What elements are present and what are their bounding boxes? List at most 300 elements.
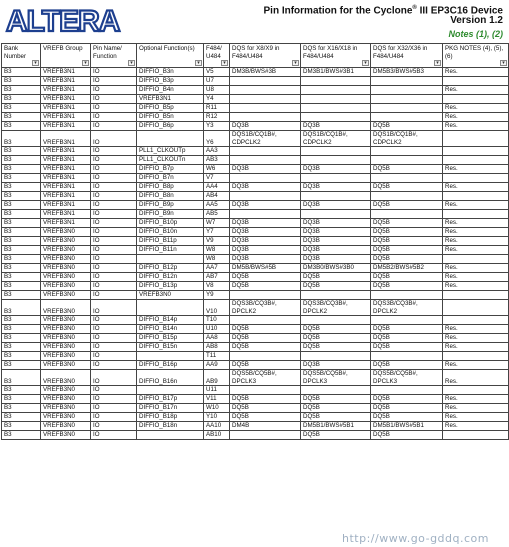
table-cell: VREFB3N0 [41, 264, 91, 273]
table-cell: Res. [443, 104, 509, 113]
table-cell: DIFFIO_B18n [137, 422, 204, 431]
table-cell: VREFB3N1 [41, 104, 91, 113]
table-cell: DQ5B [230, 273, 301, 282]
table-cell [371, 104, 443, 113]
table-cell: DQS1B/CQ1B#, CDPCLK2 [230, 131, 301, 147]
table-cell: IO [91, 86, 137, 95]
table-cell: VREFB3N0 [41, 431, 91, 440]
table-cell [137, 131, 204, 147]
table-cell: IO [91, 386, 137, 395]
column-header [137, 44, 204, 68]
table-cell: IO [91, 183, 137, 192]
table-cell: DM3B1/BWS#3B1 [301, 68, 371, 77]
table-cell: DIFFIO_B14p [137, 316, 204, 325]
table-cell: Res. [443, 370, 509, 386]
table-cell: B3 [2, 192, 41, 201]
table-cell: DIFFIO_B17n [137, 404, 204, 413]
table-cell: VREFB3N0 [41, 300, 91, 316]
table-cell: VREFB3N0 [41, 237, 91, 246]
table-cell: IO [91, 104, 137, 113]
column-header [2, 44, 41, 68]
table-cell: W8 [204, 246, 230, 255]
table-cell: DQ3B [230, 201, 301, 210]
table-row [2, 273, 509, 282]
table-cell: B3 [2, 156, 41, 165]
table-cell: B3 [2, 86, 41, 95]
table-cell: DQ3B [230, 255, 301, 264]
table-cell: DQ5B [301, 273, 371, 282]
table-cell: B3 [2, 431, 41, 440]
table-cell: DQ3B [301, 361, 371, 370]
table-cell [230, 77, 301, 86]
table-cell: DIFFIO_B4n [137, 86, 204, 95]
table-cell [443, 192, 509, 201]
filter-dropdown-icon[interactable]: ▾ [128, 60, 135, 66]
table-cell: DQ5B [301, 413, 371, 422]
table-cell [371, 386, 443, 395]
table-cell: DIFFIO_B15n [137, 343, 204, 352]
table-cell: DQS5B/CQ5B#, DPCLK3 [230, 370, 301, 386]
table-cell: VREFB3N1 [41, 147, 91, 156]
table-cell [230, 431, 301, 440]
table-cell: VREFB3N1 [41, 201, 91, 210]
table-cell: AB3 [204, 156, 230, 165]
svg-text:ALTERA: ALTERA [6, 5, 120, 37]
table-cell: VREFB3N0 [41, 282, 91, 291]
table-cell [301, 77, 371, 86]
table-row [2, 156, 509, 165]
filter-dropdown-icon[interactable]: ▾ [82, 60, 89, 66]
table-row [2, 201, 509, 210]
table-cell [443, 431, 509, 440]
table-cell: IO [91, 413, 137, 422]
table-cell: B3 [2, 361, 41, 370]
table-row [2, 246, 509, 255]
version-label: Version 1.2 [450, 15, 503, 26]
table-cell: B3 [2, 246, 41, 255]
table-body [2, 68, 509, 440]
table-cell [230, 291, 301, 300]
table-cell: DIFFIO_B16p [137, 361, 204, 370]
table-cell: B3 [2, 77, 41, 86]
table-row [2, 131, 509, 147]
column-header [371, 44, 443, 68]
table-cell: B3 [2, 291, 41, 300]
table-cell [230, 156, 301, 165]
column-header-label: Optional Function(s) [139, 45, 195, 52]
table-cell [301, 113, 371, 122]
table-cell: W10 [204, 404, 230, 413]
watermark: http://www.go-gddq.com [342, 532, 489, 545]
table-cell: DQ3B [230, 183, 301, 192]
table-cell: VREFB3N0 [41, 343, 91, 352]
table-cell: B3 [2, 413, 41, 422]
table-cell: B3 [2, 104, 41, 113]
table-cell: Res. [443, 404, 509, 413]
table-cell: V5 [204, 68, 230, 77]
column-header [443, 44, 509, 68]
table-cell: Res. [443, 237, 509, 246]
table-cell [301, 291, 371, 300]
table-cell: Res. [443, 183, 509, 192]
table-cell: Res. [443, 165, 509, 174]
table-cell: VREFB3N1 [41, 131, 91, 147]
table-cell: B3 [2, 147, 41, 156]
table-cell: AA10 [204, 422, 230, 431]
table-cell: IO [91, 219, 137, 228]
table-row [2, 334, 509, 343]
table-cell: DQ5B [230, 404, 301, 413]
table-cell: VREFB3N0 [41, 316, 91, 325]
table-row [2, 77, 509, 86]
table-row [2, 255, 509, 264]
table-cell: DQ5B [230, 343, 301, 352]
filter-dropdown-icon[interactable]: ▾ [221, 60, 228, 66]
table-cell: B3 [2, 68, 41, 77]
table-cell [443, 300, 509, 316]
table-cell: IO [91, 156, 137, 165]
altera-logo [4, 3, 132, 37]
table-cell: DQ3B [301, 165, 371, 174]
table-row [2, 165, 509, 174]
table-cell: DQ3B [301, 201, 371, 210]
table-cell: DQ5B [371, 282, 443, 291]
table-cell: IO [91, 131, 137, 147]
table-cell [137, 352, 204, 361]
table-cell: AA5 [204, 201, 230, 210]
table-cell: B3 [2, 95, 41, 104]
table-cell [301, 147, 371, 156]
table-cell: VREFB3N0 [41, 361, 91, 370]
table-cell: B3 [2, 395, 41, 404]
table-cell: VREFB3N1 [41, 219, 91, 228]
table-cell [230, 95, 301, 104]
table-cell: DQS3B/CQ3B#, DPCLK2 [371, 300, 443, 316]
table-cell [371, 192, 443, 201]
table-cell: DM5B1/BWS#5B1 [371, 422, 443, 431]
table-cell: VREFB3N0 [41, 370, 91, 386]
table-cell: DQ5B [371, 413, 443, 422]
table-cell: Res. [443, 228, 509, 237]
column-header-label: VREFB Group [43, 45, 83, 52]
table-cell [443, 77, 509, 86]
table-row [2, 104, 509, 113]
table-row [2, 174, 509, 183]
table-cell: AB10 [204, 431, 230, 440]
table-cell [371, 352, 443, 361]
page-title: Pin Information for the Cyclone® III EP3C16 Device [263, 5, 503, 17]
table-row [2, 113, 509, 122]
table-cell: Res. [443, 246, 509, 255]
table-cell: IO [91, 147, 137, 156]
table-cell: B3 [2, 325, 41, 334]
table-cell: B3 [2, 300, 41, 316]
column-header [91, 44, 137, 68]
table-cell: VREFB3N0 [41, 334, 91, 343]
filter-dropdown-icon[interactable]: ▾ [32, 60, 39, 66]
table-cell: DM5B/BWS#5B [230, 264, 301, 273]
page-header [0, 0, 509, 44]
table-row [2, 210, 509, 219]
table-row [2, 68, 509, 77]
filter-dropdown-icon[interactable]: ▾ [195, 60, 202, 66]
table-cell: V8 [204, 282, 230, 291]
table-cell: AB9 [204, 370, 230, 386]
table-cell: B3 [2, 404, 41, 413]
table-row [2, 413, 509, 422]
table-cell: Y9 [204, 291, 230, 300]
table-cell: B3 [2, 422, 41, 431]
table-cell: DIFFIO_B16n [137, 370, 204, 386]
table-cell: DIFFIO_B14n [137, 325, 204, 334]
table-cell: VREFB3N0 [41, 422, 91, 431]
table-cell: IO [91, 395, 137, 404]
table-cell: VREFB3N0 [41, 386, 91, 395]
table-cell: DQ5B [371, 431, 443, 440]
table-cell: Res. [443, 395, 509, 404]
table-cell: V11 [204, 395, 230, 404]
column-header-label: PKG NOTES (4), (5), (6) [445, 45, 504, 60]
table-cell: VREFB3N0 [41, 228, 91, 237]
table-cell: Res. [443, 86, 509, 95]
table-cell: VREFB3N0 [41, 246, 91, 255]
table-cell: IO [91, 291, 137, 300]
notes-link[interactable]: Notes (1), (2) [448, 29, 503, 39]
table-cell: B3 [2, 282, 41, 291]
table-cell: IO [91, 228, 137, 237]
table-cell: R11 [204, 104, 230, 113]
table-cell: VREFB3N1 [41, 68, 91, 77]
table-cell: DQ3B [301, 237, 371, 246]
table-cell: V9 [204, 237, 230, 246]
table-cell: B3 [2, 370, 41, 386]
table-cell: DQ5B [371, 273, 443, 282]
table-cell: DIFFIO_B9n [137, 210, 204, 219]
table-header-row [2, 44, 509, 68]
table-cell [443, 147, 509, 156]
table-cell: IO [91, 246, 137, 255]
table-cell: IO [91, 343, 137, 352]
pin-table [1, 43, 509, 440]
table-cell: DQ5B [301, 334, 371, 343]
table-cell: DM5B3/BWS#5B3 [371, 68, 443, 77]
table-cell: Res. [443, 113, 509, 122]
table-row [2, 431, 509, 440]
table-cell: DQS3B/CQ3B#, DPCLK2 [230, 300, 301, 316]
table-cell: VREFB3N0 [41, 395, 91, 404]
table-cell: DQ3B [301, 183, 371, 192]
table-cell: AA7 [204, 264, 230, 273]
table-cell: VREFB3N0 [41, 404, 91, 413]
table-cell [230, 210, 301, 219]
table-cell: IO [91, 282, 137, 291]
filter-dropdown-icon[interactable]: ▾ [362, 60, 369, 66]
table-cell: DQ3B [301, 255, 371, 264]
table-cell [301, 104, 371, 113]
table-row [2, 300, 509, 316]
table-cell: DQS5B/CQ5B#, DPCLK3 [371, 370, 443, 386]
table-cell: Y4 [204, 95, 230, 104]
table-cell: VREFB3N1 [41, 122, 91, 131]
table-cell: IO [91, 370, 137, 386]
table-cell: DQ5B [301, 404, 371, 413]
table-cell: U11 [204, 386, 230, 395]
table-cell: DIFFIO_B15p [137, 334, 204, 343]
table-row [2, 122, 509, 131]
table-cell [301, 174, 371, 183]
table-cell: DM5B1/BWS#5B1 [301, 422, 371, 431]
table-cell: DQ5B [371, 334, 443, 343]
table-cell: DIFFIO_B9p [137, 201, 204, 210]
table-cell: B3 [2, 201, 41, 210]
table-cell: DQ3B [230, 219, 301, 228]
table-cell [371, 113, 443, 122]
table-cell: Res. [443, 325, 509, 334]
table-cell: Res. [443, 282, 509, 291]
table-cell: IO [91, 352, 137, 361]
table-cell: DM4B [230, 422, 301, 431]
table-cell [301, 210, 371, 219]
table-cell: B3 [2, 343, 41, 352]
table-cell: IO [91, 68, 137, 77]
table-cell: IO [91, 174, 137, 183]
table-cell: DQ5B [301, 431, 371, 440]
table-cell: Res. [443, 68, 509, 77]
table-cell: DQS1B/CQ1B#, CDPCLK2 [371, 131, 443, 147]
table-cell [230, 86, 301, 95]
table-cell: W7 [204, 219, 230, 228]
table-cell: VREFB3N0 [41, 273, 91, 282]
table-cell: B3 [2, 219, 41, 228]
table-cell [230, 316, 301, 325]
column-header [301, 44, 371, 68]
table-cell: DQ5B [371, 165, 443, 174]
table-row [2, 291, 509, 300]
table-cell: DM3B0/BWS#3B0 [301, 264, 371, 273]
table-cell: B3 [2, 316, 41, 325]
table-cell: U8 [204, 86, 230, 95]
table-cell: DQ5B [230, 361, 301, 370]
table-cell: B3 [2, 237, 41, 246]
table-cell: Y6 [204, 131, 230, 147]
table-cell: DQS3B/CQ3B#, DPCLK2 [301, 300, 371, 316]
table-cell: R12 [204, 113, 230, 122]
table-cell: B3 [2, 352, 41, 361]
table-row [2, 325, 509, 334]
table-cell [371, 147, 443, 156]
table-cell: V10 [204, 300, 230, 316]
table-cell: T10 [204, 316, 230, 325]
table-cell: AB4 [204, 192, 230, 201]
table-cell: DQ5B [371, 183, 443, 192]
table-row [2, 395, 509, 404]
table-cell: IO [91, 255, 137, 264]
table-cell: DQ3B [230, 228, 301, 237]
table-cell: DQ5B [301, 343, 371, 352]
table-cell: Res. [443, 273, 509, 282]
table-cell: VREFB3N1 [137, 95, 204, 104]
table-cell: DQ3B [301, 246, 371, 255]
table-cell: VREFB3N1 [41, 192, 91, 201]
table-cell: IO [91, 316, 137, 325]
table-cell: IO [91, 165, 137, 174]
table-cell: DIFFIO_B11p [137, 237, 204, 246]
table-cell: W8 [204, 255, 230, 264]
table-cell [443, 95, 509, 104]
table-cell: DIFFIO_B3p [137, 77, 204, 86]
table-cell: DQ5B [371, 255, 443, 264]
table-cell: Res. [443, 334, 509, 343]
table-cell [301, 86, 371, 95]
table-cell [230, 104, 301, 113]
table-cell [443, 255, 509, 264]
table-row [2, 282, 509, 291]
table-row [2, 95, 509, 104]
table-cell: DQ5B [371, 361, 443, 370]
table-cell: DQ3B [230, 122, 301, 131]
table-cell: DQ5B [230, 334, 301, 343]
table-cell: IO [91, 325, 137, 334]
table-cell: AB5 [204, 210, 230, 219]
table-cell: VREFB3N0 [41, 255, 91, 264]
table-cell: DQ5B [230, 282, 301, 291]
table-cell [371, 77, 443, 86]
table-cell: AA9 [204, 361, 230, 370]
table-cell: VREFB3N0 [41, 325, 91, 334]
table-cell: DQ5B [371, 404, 443, 413]
table-cell: DIFFIO_B17p [137, 395, 204, 404]
table-cell: IO [91, 404, 137, 413]
table-cell: AB8 [204, 343, 230, 352]
table-cell: Res. [443, 264, 509, 273]
table-cell [443, 316, 509, 325]
table-cell: IO [91, 210, 137, 219]
table-cell: IO [91, 237, 137, 246]
table-cell: Y3 [204, 122, 230, 131]
table-cell: B3 [2, 174, 41, 183]
table-cell: IO [91, 334, 137, 343]
table-cell [371, 86, 443, 95]
table-cell [371, 174, 443, 183]
table-cell: DQ5B [230, 413, 301, 422]
table-cell: Res. [443, 361, 509, 370]
filter-dropdown-icon[interactable]: ▾ [292, 60, 299, 66]
table-cell: DIFFIO_B10n [137, 228, 204, 237]
column-header-label: F484/ U484 [206, 45, 222, 60]
column-header-label: DQS for X16/X18 in F484/U484 [303, 45, 358, 60]
column-header-label: Pin Name/ Function [93, 45, 122, 60]
table-cell: DQ5B [371, 201, 443, 210]
table-cell: B3 [2, 131, 41, 147]
table-cell [137, 431, 204, 440]
filter-dropdown-icon[interactable]: ▾ [434, 60, 441, 66]
table-cell: B3 [2, 255, 41, 264]
filter-dropdown-icon[interactable]: ▾ [500, 60, 507, 66]
table-cell: DQ5B [371, 237, 443, 246]
table-cell: IO [91, 264, 137, 273]
table-row [2, 147, 509, 156]
table-cell [371, 291, 443, 300]
table-cell: B3 [2, 210, 41, 219]
table-row [2, 316, 509, 325]
table-cell: DQ5B [371, 395, 443, 404]
table-cell: DQ3B [301, 122, 371, 131]
table-cell: Y7 [204, 228, 230, 237]
table-cell [371, 316, 443, 325]
table-cell: IO [91, 300, 137, 316]
table-cell: B3 [2, 113, 41, 122]
table-cell: Res. [443, 201, 509, 210]
